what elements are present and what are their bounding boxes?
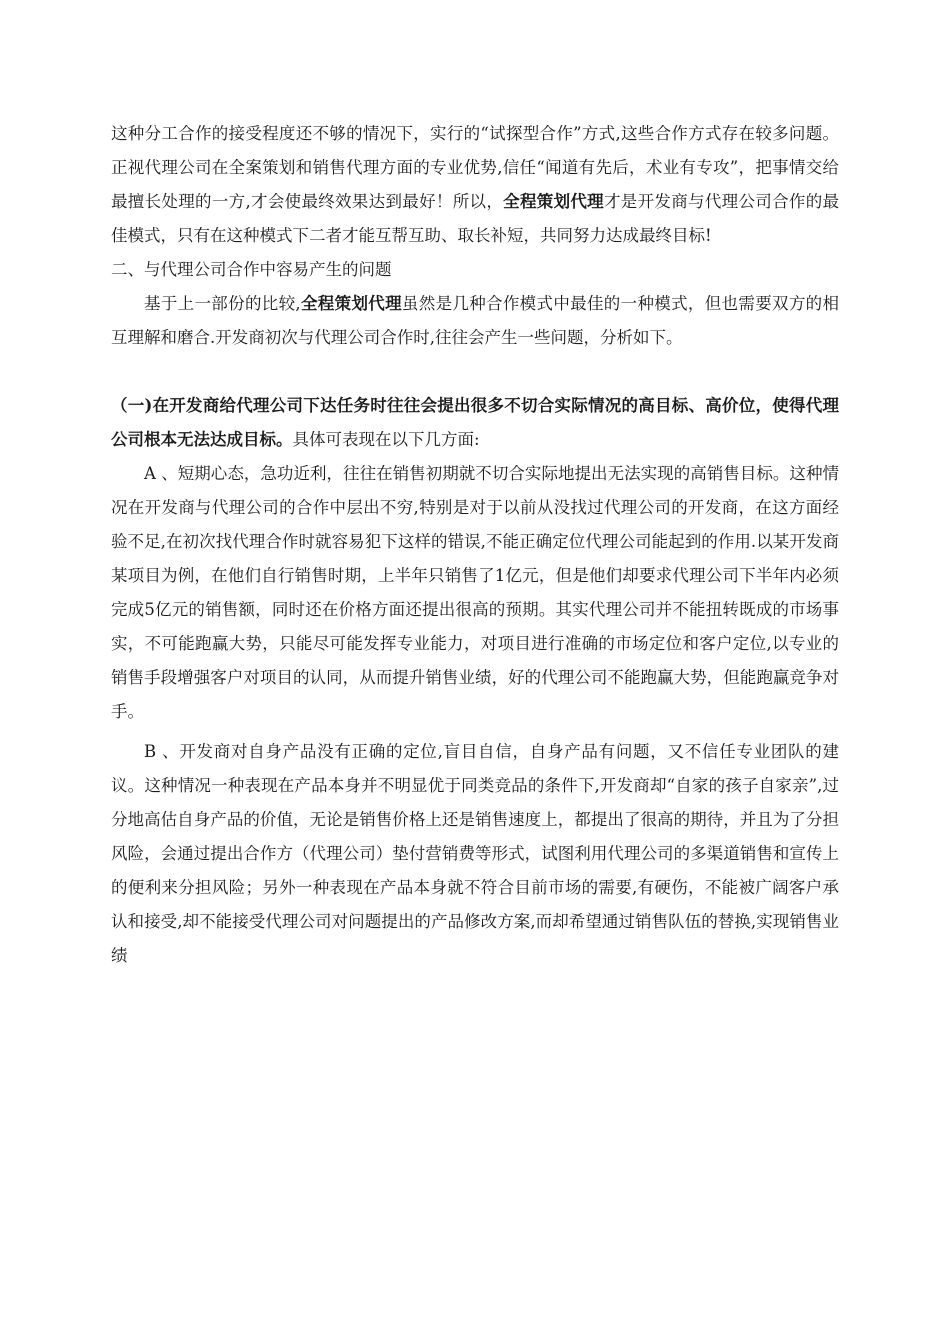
section-intro-text-1: 基于上一部份的比较,	[144, 294, 301, 313]
section-intro-bold-term: 全程策划代理	[300, 294, 402, 313]
section-intro-paragraph	[111, 287, 839, 355]
intro-text-1: 这种分工合作的接受程度还不够的情况下，实行的“试探型合作”方式,这些合作方式存在较多问题。正视代理公司在全案策划和销售代理方面的专业优势,信任“闻道有先后，术业有专攻”，把事情交给最擅长处理的一方,才会使最终效果达到最好！所以，	[111, 124, 839, 211]
intro-paragraph	[111, 117, 839, 253]
section-intro-text-2: 虽然是几种合作模式中最佳的一种模式，但也需要双方的相互理解和磨合.开发商初次与代理公司合作时,往往会产生一些问题，分析如下。	[111, 294, 840, 347]
point-a-paragraph: A 、短期心态，急功近利，往往在销售初期就不切合实际地提出无法实现的高销售目标。这种情况在开发商与代理公司的合作中层出不穷,特别是对于以前从没找过代理公司的开发商，在这方面经验不足,在初次找代理合作时就容易犯下这样的错误,不能正确定位代理公司能起到的作用.以某开发商某项目为例，在他们自行销售时期，上半年只销售了1亿元，但是他们却要求代理公司下半年内必须完成5亿元的销售额，同时还在价格方面还提出很高的预期。其实代理公司并不能扭转既成的市场事实，不可能跑赢大势，只能尽可能发挥专业能力，对项目进行准确的市场定位和客户定位,以专业的销售手段增强客户对项目的认同，从而提升销售业绩，好的代理公司不能跑赢大势，但能跑赢竞争对手。	[111, 464, 839, 721]
point-b-paragraph: B 、开发商对自身产品没有正确的定位,盲目自信，自身产品有问题，又不信任专业团队的建议。这种情况一种表现在产品本身并不明显优于同类竞品的条件下,开发商却“自家的孩子自家亲”,过分地高估自身产品的价值，无论是销售价格上还是销售速度上，都提出了很高的期待，并且为了分担风险，会通过提出合作方（代理公司）垫付营销费等形式，试图利用代理公司的多渠道销售和宣传上的便利来分担风险；另外一种表现在产品本身就不符合目前市场的需要,有硬伤，不能被广阔客户承认和接受,却不能接受代理公司对问题提出的产品修改方案,而却希望通过销售队伍的替换,实现销售业绩	[111, 742, 839, 965]
section-heading: 二、与代理公司合作中容易产生的问题	[111, 260, 392, 279]
subsection-paragraph	[111, 389, 839, 457]
subsection-text: 具体可表现在以下几方面:	[292, 430, 480, 449]
subsection-bold-heading: （一)在开发商给代理公司下达任务时往往会提出很多不切合实际情况的高目标、高价位，使得代理公司根本无法达成目标。	[111, 396, 839, 449]
intro-bold-term: 全程策划代理	[503, 192, 604, 211]
intro-text-2: 才是开发商与代理公司合作的最佳模式，只有在这种模式下二者才能互帮互助、取长补短，共同努力达成最终目标!	[111, 192, 840, 245]
document-page	[111, 117, 839, 973]
